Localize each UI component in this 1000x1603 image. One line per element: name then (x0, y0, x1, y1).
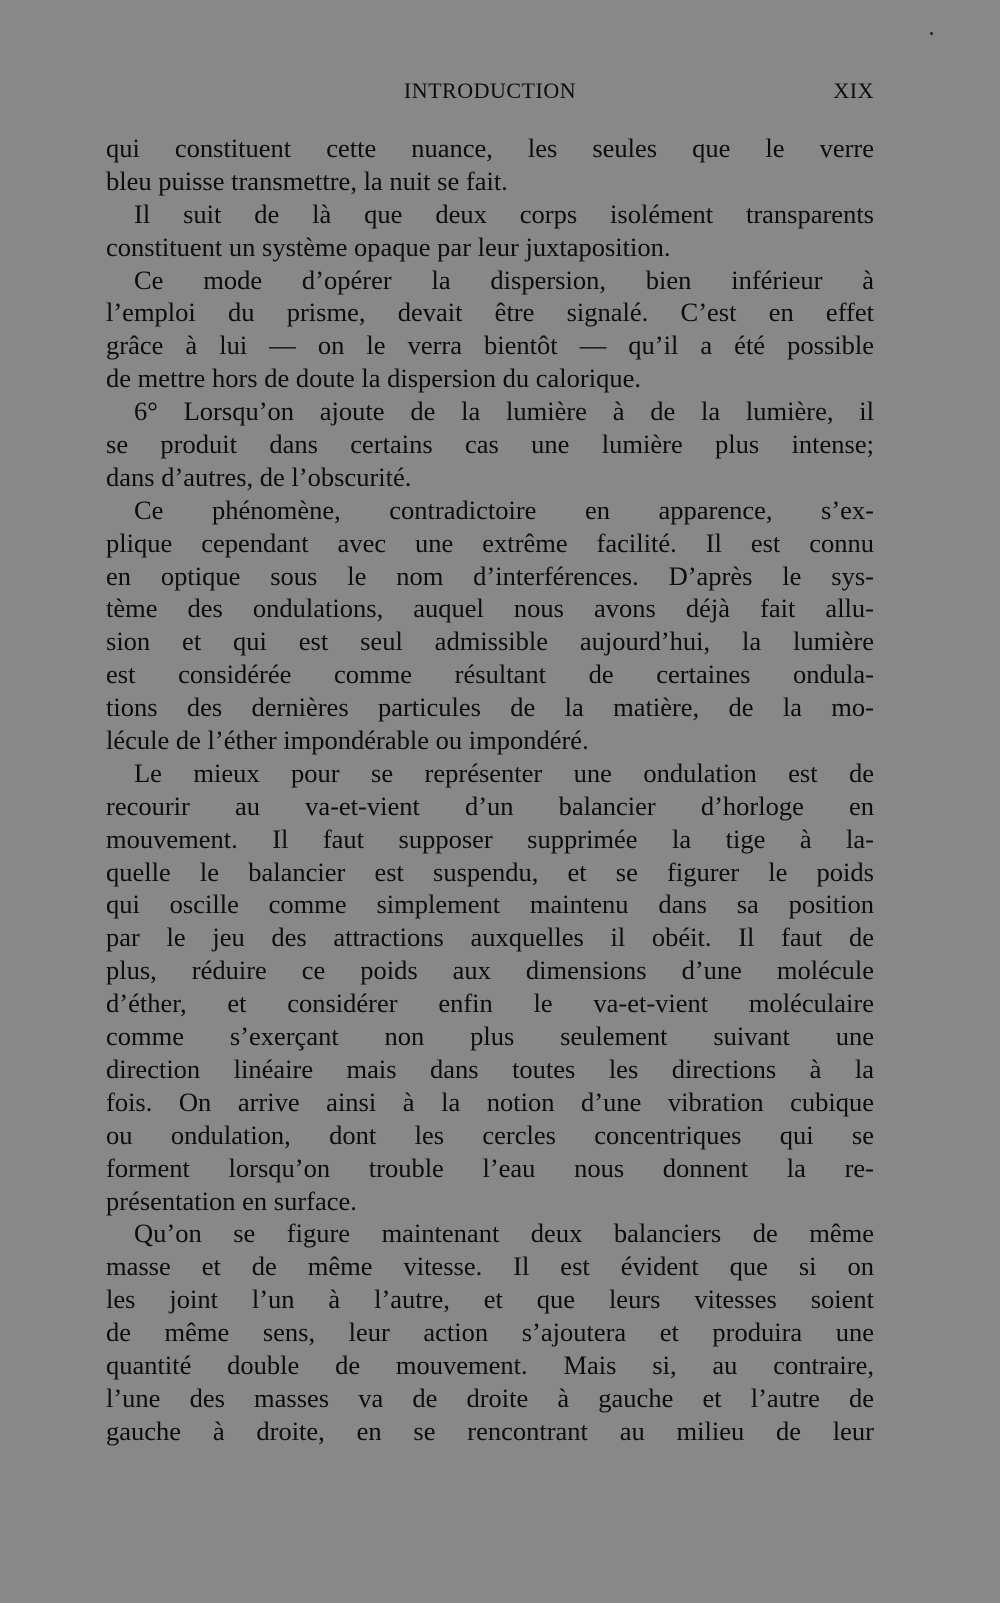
text-line: mouvement. Il faut supposer supprimée la tige à la- (106, 823, 874, 854)
text-line: direction linéaire mais dans toutes les directions à la (106, 1053, 874, 1084)
text-line: les joint l’un à l’autre, et que leurs vitesses soient (106, 1284, 874, 1315)
text-line: qui constituent cette nuance, les seules que le verre (106, 133, 874, 163)
text-line: masse et de même vitesse. Il est évident que si on (106, 1251, 874, 1282)
page-number: XIX (833, 78, 874, 103)
text-line: Le mieux pour se représenter une ondulation est de (134, 757, 874, 788)
text-line: l’emploi du prisme, devait être signalé. C’est en effet (106, 297, 874, 328)
text-line: de même sens, leur action s’ajoutera et produira une (106, 1317, 874, 1348)
text-line: tions des dernières particules de la matière, de la mo- (106, 692, 874, 723)
scan-speck (930, 32, 933, 35)
text-line: grâce à lui — on le verra bientôt — qu’il a été possible (106, 330, 874, 361)
text-line: lécule de l’éther impondérable ou impondéré. (106, 725, 589, 756)
text-line: ou ondulation, dont les cercles concentriques qui se (106, 1119, 874, 1150)
text-line: plique cependant avec une extrême facilité. Il est connu (106, 527, 874, 558)
text-line: est considérée comme résultant de certaines ondula- (106, 659, 874, 690)
text-line: fois. On arrive ainsi à la notion d’une vibration cubique (106, 1086, 874, 1117)
text-line: Ce phénomène, contradictoire en apparence, s’ex- (134, 494, 874, 525)
text-line: d’éther, et considérer enfin le va-et-vient moléculaire (106, 988, 874, 1019)
header-title: INTRODUCTION (403, 78, 577, 103)
text-line: en optique sous le nom d’interférences. D’après le sys- (106, 560, 874, 591)
text-line: recourir au va-et-vient d’un balancier d’horloge en (106, 790, 874, 821)
text-line: quantité double de mouvement. Mais si, au contraire, (106, 1349, 874, 1380)
text-line: Qu’on se figure maintenant deux balanciers de même (134, 1218, 874, 1249)
body-text (106, 132, 874, 1448)
text-line: de mettre hors de doute la dispersion du calorique. (106, 363, 641, 394)
text-line: qui oscille comme simplement maintenu dans sa position (106, 889, 874, 920)
text-line: gauche à droite, en se rencontrant au milieu de leur (106, 1415, 874, 1446)
running-header (106, 74, 874, 110)
text-line: bleu puisse transmettre, la nuit se fait. (106, 165, 508, 196)
text-line: l’une des masses va de droite à gauche et l’autre de (106, 1382, 874, 1413)
text-line: présentation en surface. (106, 1185, 357, 1216)
text-line: tème des ondulations, auquel nous avons déjà fait allu- (106, 593, 874, 624)
text-line: dans d’autres, de l’obscurité. (106, 461, 412, 492)
text-line: constituent un système opaque par leur juxtaposition. (106, 231, 671, 262)
text-line: par le jeu des attractions auxquelles il obéit. Il faut de (106, 922, 874, 953)
text-line: forment lorsqu’on trouble l’eau nous donnent la re- (106, 1152, 874, 1183)
text-line: se produit dans certains cas une lumière plus intense; (106, 429, 874, 460)
text-line: sion et qui est seul admissible aujourd’hui, la lumière (106, 626, 874, 657)
text-line: quelle le balancier est suspendu, et se figurer le poids (106, 856, 874, 887)
text-line: 6° Lorsqu’on ajoute de la lumière à de la lumière, il (134, 396, 874, 427)
text-line: plus, réduire ce poids aux dimensions d’une molécule (106, 955, 874, 986)
text-line: comme s’exerçant non plus seulement suivant une (106, 1021, 874, 1052)
text-line: Il suit de là que deux corps isolément transparents (134, 198, 874, 229)
text-line: Ce mode d’opérer la dispersion, bien inférieur à (134, 264, 874, 295)
